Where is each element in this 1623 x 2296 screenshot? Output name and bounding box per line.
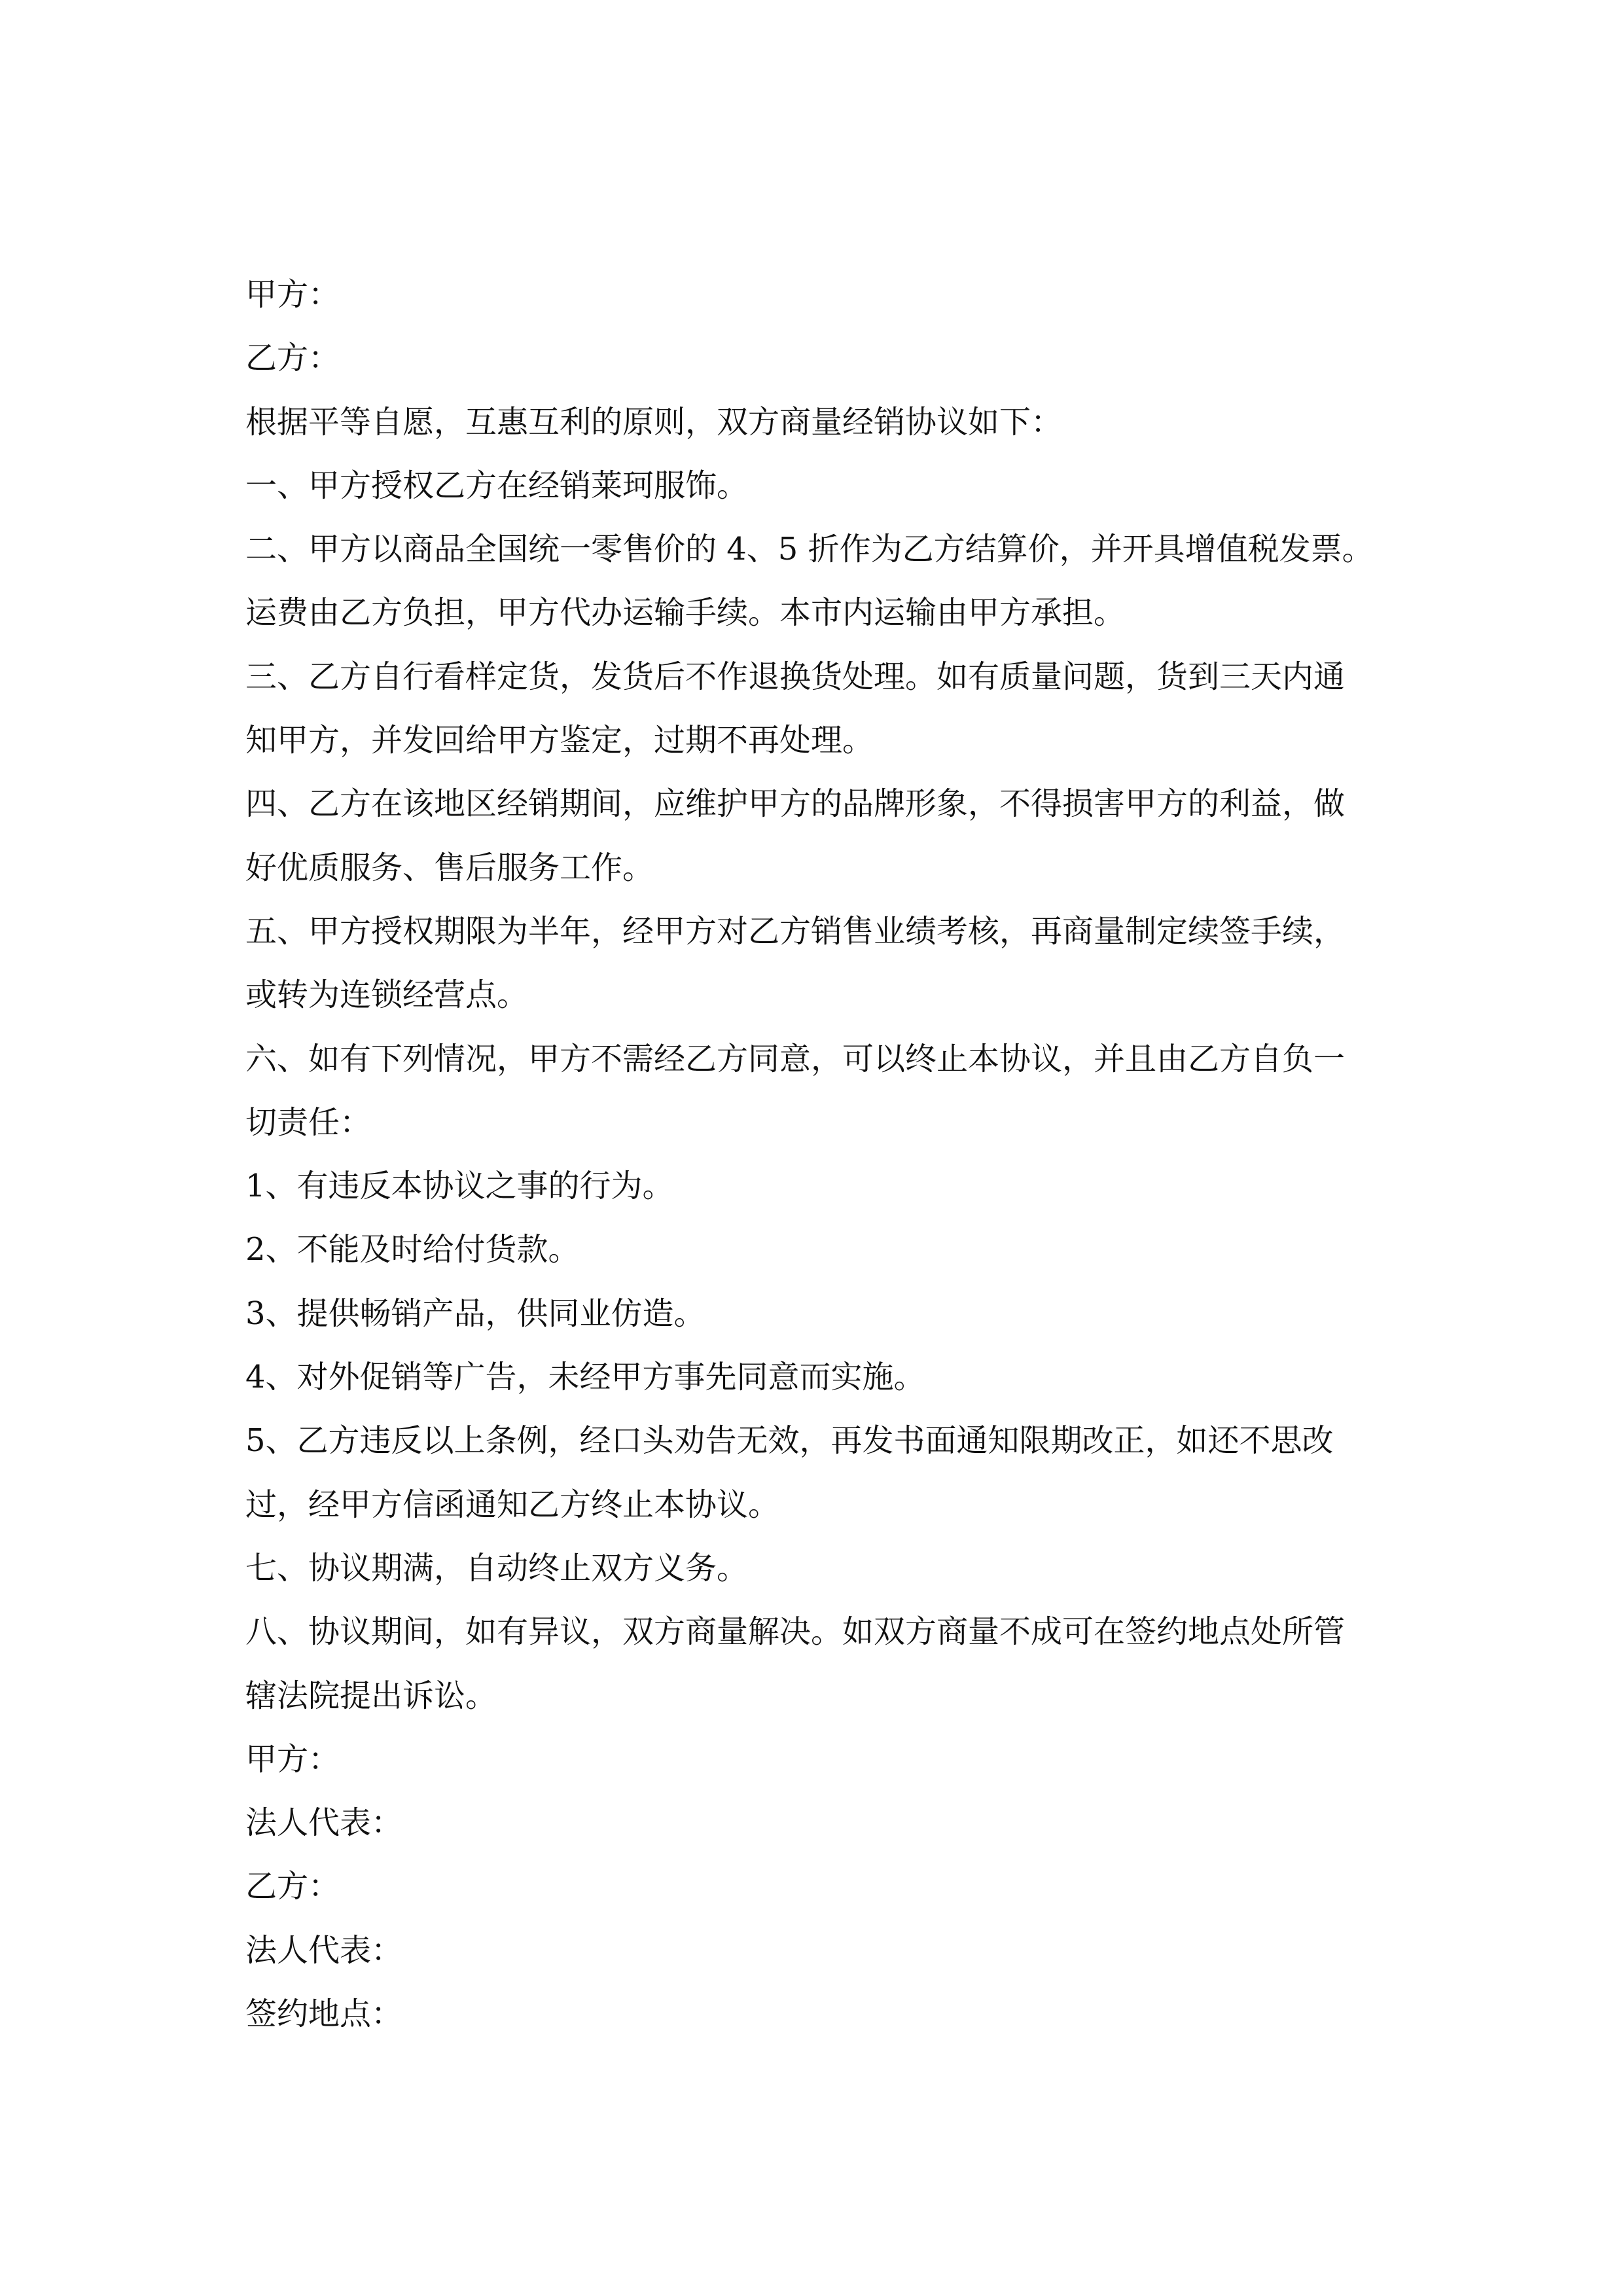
party-b-label: 乙方：	[245, 340, 340, 377]
sub-item-4: 4、对外促销等广告，未经甲方事先同意而实施。	[245, 1359, 925, 1396]
sub-item-5-line-1: 5、乙方违反以上条例，经口头劝告无效，再发书面通知限期改正，如还不思改	[245, 1422, 1334, 1460]
clause-8-line-2: 辖法院提出诉讼。	[245, 1677, 497, 1714]
clause-3-line-2: 知甲方，并发回给甲方鉴定，过期不再处理。	[245, 722, 874, 759]
agreement-body	[245, 263, 1397, 2046]
clause-2-line-2: 运费由乙方负担，甲方代办运输手续。本市内运输由甲方承担。	[245, 594, 1126, 632]
sub-item-3: 3、提供畅销产品，供同业仿造。	[245, 1295, 705, 1332]
signing-location: 签约地点：	[245, 1996, 403, 2033]
sub-item-2: 2、不能及时给付货款。	[245, 1231, 580, 1268]
clause-3-line-1: 三、乙方自行看样定货，发货后不作退换货处理。如有质量问题，货到三天内通	[245, 658, 1346, 695]
clause-1: 一、甲方授权乙方在经销莱珂服饰。	[245, 467, 749, 504]
clause-4-line-1: 四、乙方在该地区经销期间，应维护甲方的品牌形象，不得损害甲方的利益，做	[245, 785, 1346, 823]
clause-4-line-2: 好优质服务、售后服务工作。	[245, 849, 654, 886]
clause-8-line-1: 八、协议期间，如有异议，双方商量解决。如双方商量不成可在签约地点处所管	[245, 1613, 1346, 1651]
clause-7: 七、协议期满，自动终止双方义务。	[245, 1549, 749, 1587]
clause-6-line-2: 切责任：	[245, 1103, 372, 1141]
clause-5-line-2: 或转为连锁经营点。	[245, 977, 529, 1014]
clause-6-line-1: 六、如有下列情况，甲方不需经乙方同意，可以终止本协议，并且由乙方自负一	[245, 1040, 1346, 1077]
signature-party-b: 乙方：	[245, 1868, 340, 1905]
clause-2-line-1: 二、甲方以商品全国统一零售价的 4、5 折作为乙方结算价，并开具增值税发票。	[245, 531, 1374, 568]
party-a-label: 甲方：	[245, 276, 340, 313]
sub-item-1: 1、有违反本协议之事的行为。	[245, 1168, 674, 1205]
signature-party-a-legal-rep: 法人代表：	[245, 1804, 403, 1842]
signature-party-a: 甲方：	[245, 1740, 340, 1778]
signature-party-b-legal-rep: 法人代表：	[245, 1931, 403, 1969]
sub-item-5-line-2: 过，经甲方信函通知乙方终止本协议。	[245, 1486, 780, 1523]
preamble: 根据平等自愿，互惠互利的原则，双方商量经销协议如下：	[245, 403, 1063, 440]
clause-5-line-1: 五、甲方授权期限为半年，经甲方对乙方销售业绩考核，再商量制定续签手续，	[245, 912, 1346, 950]
